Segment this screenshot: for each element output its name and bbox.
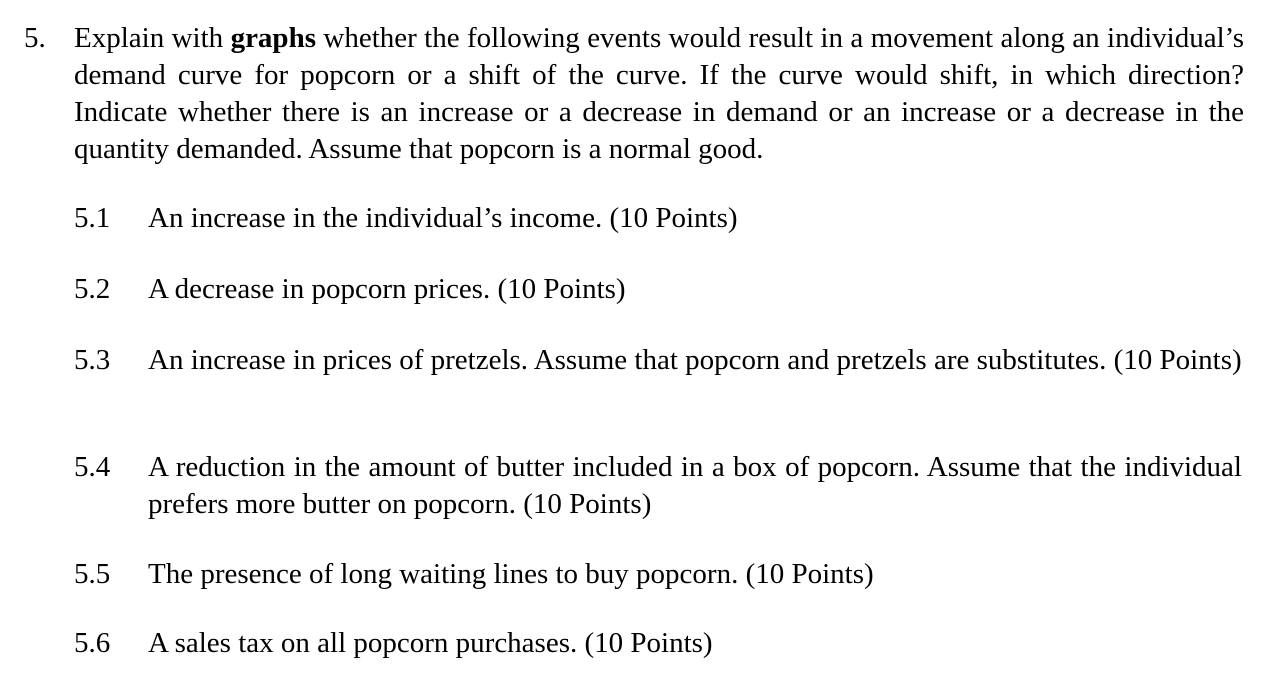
sub-question-5-5: [74, 556, 1242, 593]
sub-question-5-3: [74, 342, 1242, 379]
sub-question-5-4: [74, 449, 1242, 523]
question-text-rest: whether the following events would result in a movement along an individual’s demand curve for popcorn or a shift of the curve. If the curve would shift, in which direction? Indicate whether there is an increase or a decrease in demand or an increase or a decrease in the quantity demanded. Assume that popcorn is a normal good.: [74, 22, 1244, 165]
sub-question-5-1: [74, 200, 1242, 237]
sub-question-text: An increase in prices of pretzels. Assume that popcorn and pretzels are substitutes. (10 Points): [148, 344, 1242, 376]
question-number: 5.: [24, 22, 46, 54]
sub-question-text: A sales tax on all popcorn purchases. (10 Points): [148, 627, 713, 659]
sub-question-number: 5.5: [74, 558, 111, 590]
sub-question-text: A decrease in popcorn prices. (10 Points): [148, 273, 626, 305]
sub-question-5-6: [74, 625, 1242, 662]
question-text: [74, 20, 1244, 168]
sub-question-number: 5.4: [74, 451, 111, 483]
sub-question-text: An increase in the individual’s income. (10 Points): [148, 202, 738, 234]
sub-question-number: 5.6: [74, 627, 111, 659]
question-text-bold: graphs: [230, 22, 316, 54]
sub-question-5-2: [74, 271, 1242, 308]
question-header: [24, 20, 1244, 168]
sub-question-number: 5.2: [74, 273, 111, 305]
sub-question-text: The presence of long waiting lines to buy popcorn. (10 Points): [148, 558, 874, 590]
question-text-start: Explain with: [74, 22, 231, 54]
question-5: [24, 20, 1244, 168]
sub-question-number: 5.1: [74, 202, 111, 234]
sub-question-text: A reduction in the amount of butter included in a box of popcorn. Assume that the individual prefers more butter on popcorn. (10 Points): [148, 451, 1242, 520]
sub-question-number: 5.3: [74, 344, 111, 376]
